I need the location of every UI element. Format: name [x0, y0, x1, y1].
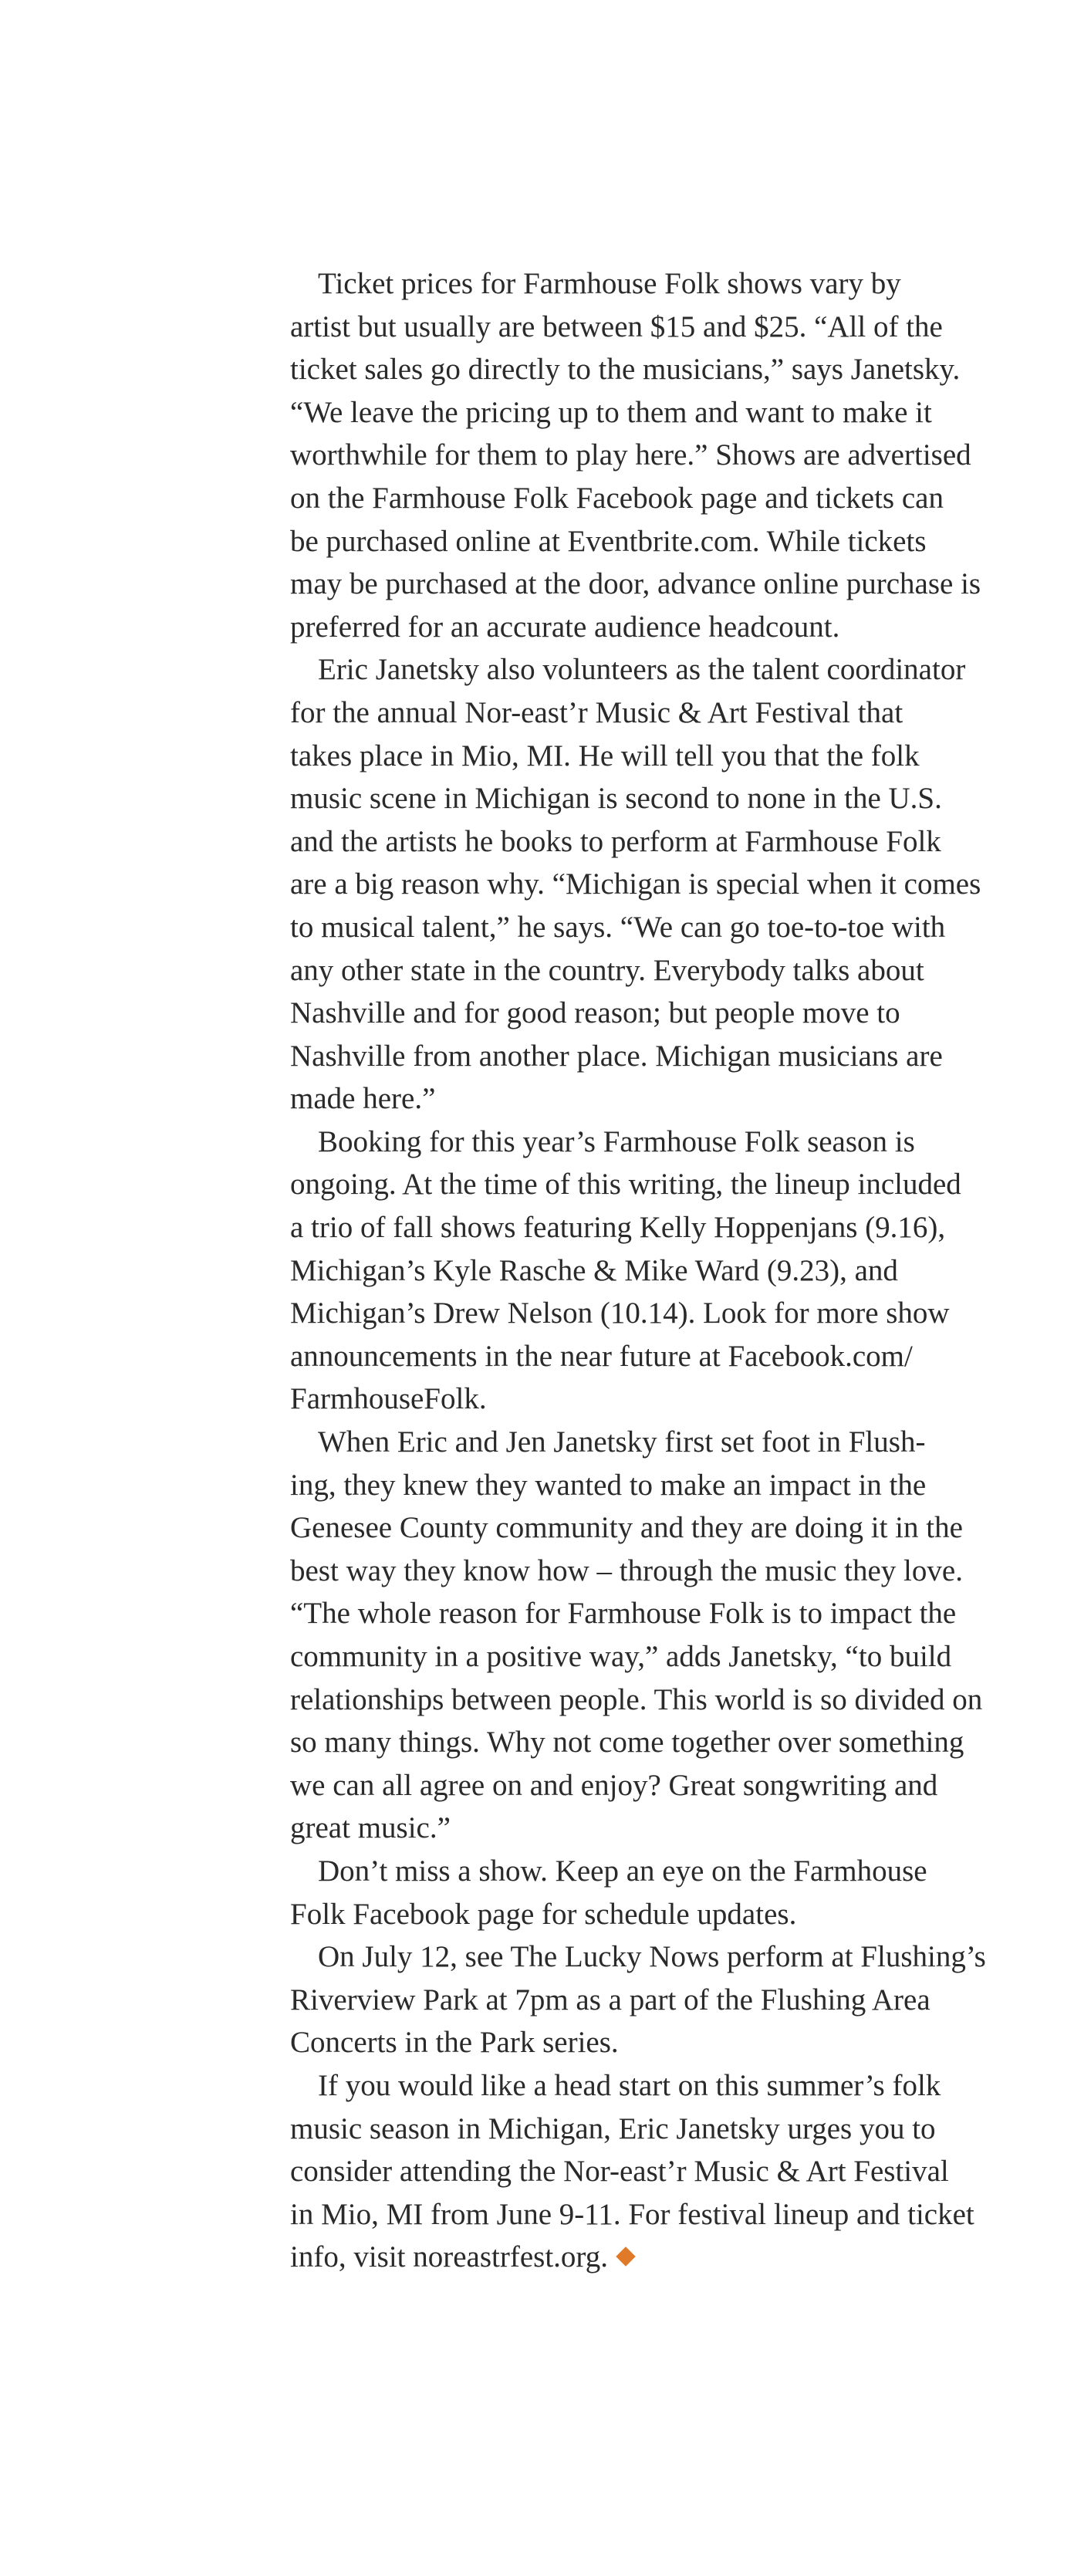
end-mark-diamond-icon	[616, 2247, 635, 2267]
paragraph-booking: Booking for this year’s Farmhouse Folk season is ongoing. At the time of this writing, the lineup included a trio of fall shows featuring Kelly Hoppenjans (9.16), Michigan’s Kyle Rasche & Mike Ward (9.23), and Michigan’s Drew Nelson (10.14). Look for more show announcements in the near future at Facebook.com/ FarmhouseFolk.	[290, 1124, 961, 1416]
article-body	[290, 262, 1031, 2279]
paragraph-community-impact: When Eric and Jen Janetsky first set foot in Flush- ing, they knew they wanted to make an impact in the Genesee County community and they are doing it in the best way they know how – through the music they love. “The whole reason for Farmhouse Folk is to impact the community in a positive way,” adds Janetsky, “to build relationships between people. This world is so divided on so many things. Why not come together over something we can all agree on and enjoy? Great songwriting and great music.”	[290, 1425, 983, 1845]
paragraph-dont-miss: Don’t miss a show. Keep an eye on the Farmhouse Folk Facebook page for schedule updates.	[290, 1854, 927, 1931]
paragraph-talent-coordinator: Eric Janetsky also volunteers as the talent coordinator for the annual Nor-east’r Music & Art Festival that takes place in Mio, MI. He will tell you that the folk music scene in Michigan is second to none in the U.S. and the artists he books to perform at Farmhouse Folk are a big reason why. “Michigan is special when it comes to musical talent,” he says. “We can go toe-to-toe with any other state in the country. Everybody talks about Nashville and for good reason; but people move to Nashville from another place. Michigan musicians are made here.”	[290, 653, 981, 1116]
paragraph-head-start-text: If you would like a head start on this summer’s folk music season in Michigan, Eric Janetsky urges you to consider attending the Nor-east’r Music & Art Festival in Mio, MI from June 9-11. For festival lineup and ticket info, visit noreastrfest.org.	[290, 2068, 974, 2274]
paragraph-july-12: On July 12, see The Lucky Nows perform at Flushing’s Riverview Park at 7pm as a part of the Flushing Area Concerts in the Park series.	[290, 1940, 986, 2060]
paragraph-ticket-prices: Ticket prices for Farmhouse Folk shows vary by artist but usually are between $15 and $25. “All of the ticket sales go directly to the musicians,” says Janetsky. “We leave the pricing up to them and want to make it worthwhile for them to play here.” Shows are advertised on the Farmhouse Folk Facebook page and tickets can be purchased online at Eventbrite.com. While tickets may be purchased at the door, advance online purchase is preferred for an accurate audience headcount.	[290, 267, 981, 644]
paragraph-head-start	[290, 2064, 1031, 2279]
